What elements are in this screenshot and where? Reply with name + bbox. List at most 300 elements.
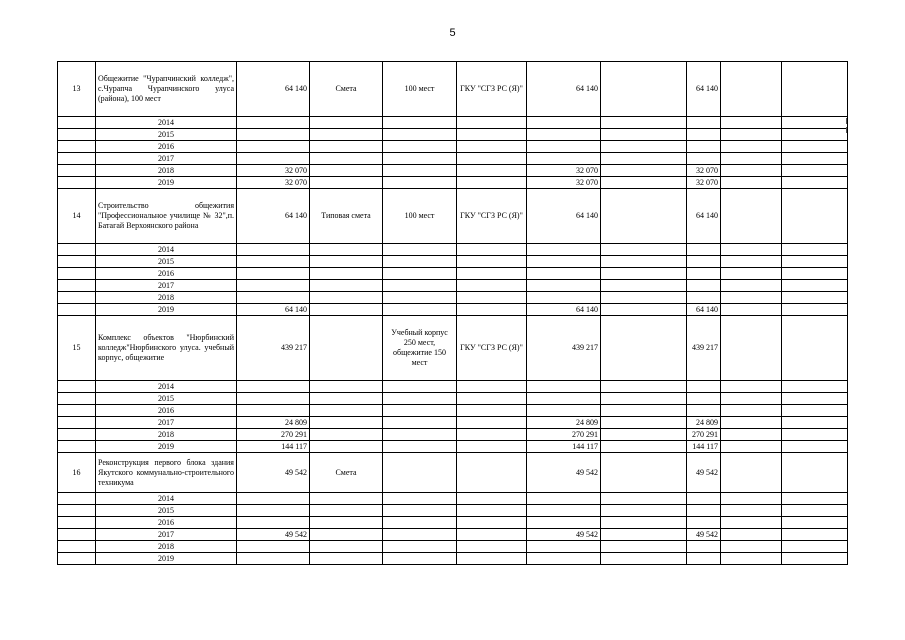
year-value: 32 070 [527,165,601,177]
empty-cell [721,244,782,256]
year-label: 2019 [96,177,237,189]
empty-cell [310,553,383,565]
year-value [687,292,721,304]
year-value [527,244,601,256]
year-row [58,429,848,441]
empty-cell [601,553,687,565]
empty-cell [58,117,96,129]
empty-cell [601,292,687,304]
year-label: 2014 [96,381,237,393]
empty-cell [58,268,96,280]
year-value [237,141,310,153]
empty-cell [310,304,383,316]
empty-cell [721,129,782,141]
empty-cell [782,177,848,189]
year-value [527,553,601,565]
year-value: 24 809 [527,417,601,429]
year-label: 2014 [96,493,237,505]
empty-cell [782,62,848,117]
year-value: 32 070 [527,177,601,189]
empty-cell [310,129,383,141]
empty-cell [601,153,687,165]
year-value [237,381,310,393]
empty-cell [721,417,782,429]
project-name: Общежитие "Чурапчинский колледж", с.Чурапча Чурапчинского улуса (района), 100 мест [96,62,237,117]
empty-cell [383,165,457,177]
empty-cell [457,529,527,541]
year-value [687,153,721,165]
year-label: 2018 [96,429,237,441]
empty-cell [457,405,527,417]
year-label: 2017 [96,417,237,429]
empty-cell [310,505,383,517]
empty-cell [601,493,687,505]
empty-cell [721,393,782,405]
empty-cell [310,405,383,417]
empty-cell [601,304,687,316]
empty-cell [310,292,383,304]
empty-cell [310,381,383,393]
year-value [527,541,601,553]
year-value [687,393,721,405]
year-value [527,493,601,505]
year-row [58,304,848,316]
empty-cell [782,441,848,453]
empty-cell [601,316,687,381]
year-value: 24 809 [237,417,310,429]
empty-cell [721,441,782,453]
empty-cell [721,405,782,417]
empty-cell [721,381,782,393]
year-value [687,493,721,505]
empty-cell [310,429,383,441]
year-value [687,405,721,417]
year-value: 270 291 [687,429,721,441]
empty-cell [721,517,782,529]
empty-cell [601,505,687,517]
project-total-b: 439 217 [687,316,721,381]
empty-cell [383,493,457,505]
year-value [237,153,310,165]
project-total-a: 64 140 [527,62,601,117]
year-value: 144 117 [527,441,601,453]
project-total-a: 49 542 [527,453,601,493]
empty-cell [383,153,457,165]
year-value [527,153,601,165]
project-row [58,62,848,117]
year-row [58,541,848,553]
empty-cell [457,292,527,304]
edge-marks [846,118,848,138]
year-value [237,280,310,292]
empty-cell [721,529,782,541]
empty-cell [601,141,687,153]
empty-cell [58,553,96,565]
empty-cell [721,453,782,493]
year-value: 32 070 [687,165,721,177]
year-value [237,292,310,304]
empty-cell [383,417,457,429]
empty-cell [782,129,848,141]
empty-cell [601,529,687,541]
year-label: 2016 [96,405,237,417]
empty-cell [721,541,782,553]
project-customer [457,453,527,493]
project-row [58,316,848,381]
empty-cell [601,244,687,256]
year-value [527,129,601,141]
year-value: 24 809 [687,417,721,429]
empty-cell [782,541,848,553]
empty-cell [58,292,96,304]
empty-cell [457,129,527,141]
year-row [58,129,848,141]
empty-cell [782,429,848,441]
empty-cell [601,280,687,292]
empty-cell [782,381,848,393]
empty-cell [782,280,848,292]
year-row [58,517,848,529]
year-value: 270 291 [237,429,310,441]
year-row [58,256,848,268]
year-value [237,505,310,517]
project-customer: ГКУ "СГЗ РС (Я)" [457,189,527,244]
empty-cell [782,117,848,129]
year-row [58,117,848,129]
year-value [687,505,721,517]
empty-cell [310,165,383,177]
empty-cell [310,256,383,268]
empty-cell [721,62,782,117]
page-number: 5 [449,27,456,39]
empty-cell [58,141,96,153]
empty-cell [310,177,383,189]
empty-cell [601,441,687,453]
empty-cell [721,165,782,177]
project-name: Реконструкция первого блока здания Якутского коммунально-строительного техникума [96,453,237,493]
empty-cell [457,417,527,429]
empty-cell [601,417,687,429]
project-number: 16 [58,453,96,493]
year-row [58,493,848,505]
empty-cell [457,553,527,565]
project-customer: ГКУ "СГЗ РС (Я)" [457,316,527,381]
empty-cell [383,517,457,529]
empty-cell [601,129,687,141]
year-label: 2018 [96,292,237,304]
empty-cell [310,541,383,553]
empty-cell [721,268,782,280]
project-document: Типовая смета [310,189,383,244]
year-value [687,553,721,565]
project-capacity [383,453,457,493]
project-name: Строительство общежития "Профессиональное училище № 32",п. Батагай Верхоянского района [96,189,237,244]
project-total-b: 64 140 [687,189,721,244]
empty-cell [58,541,96,553]
empty-cell [782,316,848,381]
empty-cell [310,417,383,429]
empty-cell [58,493,96,505]
empty-cell [457,165,527,177]
empty-cell [457,393,527,405]
year-value [237,244,310,256]
empty-cell [721,316,782,381]
empty-cell [310,441,383,453]
empty-cell [383,268,457,280]
year-value [527,381,601,393]
year-label: 2019 [96,304,237,316]
project-cost: 64 140 [237,62,310,117]
year-value [527,292,601,304]
empty-cell [383,393,457,405]
project-capacity: 100 мест [383,62,457,117]
empty-cell [782,493,848,505]
empty-cell [310,117,383,129]
empty-cell [310,280,383,292]
project-cost: 49 542 [237,453,310,493]
empty-cell [721,256,782,268]
year-row [58,244,848,256]
empty-cell [310,517,383,529]
year-label: 2015 [96,393,237,405]
project-cost: 64 140 [237,189,310,244]
year-value [527,517,601,529]
empty-cell [457,493,527,505]
year-value [687,541,721,553]
empty-cell [782,453,848,493]
year-value [527,505,601,517]
year-value [527,393,601,405]
year-value [687,129,721,141]
empty-cell [782,393,848,405]
year-label: 2018 [96,165,237,177]
project-number: 14 [58,189,96,244]
project-document [310,316,383,381]
year-value: 49 542 [687,529,721,541]
empty-cell [383,441,457,453]
empty-cell [58,417,96,429]
year-row [58,553,848,565]
project-total-b: 49 542 [687,453,721,493]
empty-cell [310,493,383,505]
empty-cell [601,189,687,244]
empty-cell [782,292,848,304]
empty-cell [721,153,782,165]
empty-cell [721,189,782,244]
empty-cell [58,165,96,177]
empty-cell [58,153,96,165]
empty-cell [601,177,687,189]
empty-cell [601,429,687,441]
year-label: 2018 [96,541,237,553]
year-value: 32 070 [687,177,721,189]
project-total-a: 439 217 [527,316,601,381]
year-value [687,381,721,393]
year-row [58,505,848,517]
year-label: 2015 [96,256,237,268]
empty-cell [58,256,96,268]
empty-cell [601,62,687,117]
empty-cell [721,553,782,565]
project-capacity: 100 мест [383,189,457,244]
year-label: 2019 [96,553,237,565]
year-value [687,256,721,268]
empty-cell [601,117,687,129]
empty-cell [721,141,782,153]
year-value [687,268,721,280]
year-value [527,141,601,153]
year-value [237,541,310,553]
empty-cell [383,304,457,316]
year-value: 49 542 [527,529,601,541]
year-value [687,117,721,129]
year-label: 2017 [96,153,237,165]
empty-cell [601,517,687,529]
empty-cell [383,256,457,268]
year-value [527,256,601,268]
empty-cell [457,153,527,165]
year-value: 64 140 [237,304,310,316]
empty-cell [457,541,527,553]
year-value [237,256,310,268]
empty-cell [782,165,848,177]
empty-cell [383,280,457,292]
year-value [527,117,601,129]
year-value [237,117,310,129]
empty-cell [721,505,782,517]
empty-cell [58,441,96,453]
year-label: 2014 [96,117,237,129]
empty-cell [457,381,527,393]
empty-cell [601,453,687,493]
empty-cell [782,244,848,256]
project-document: Смета [310,62,383,117]
year-row [58,417,848,429]
empty-cell [58,429,96,441]
empty-cell [457,141,527,153]
empty-cell [383,381,457,393]
year-value [687,280,721,292]
empty-cell [601,268,687,280]
empty-cell [457,268,527,280]
empty-cell [721,493,782,505]
empty-cell [601,256,687,268]
year-value: 64 140 [687,304,721,316]
empty-cell [383,541,457,553]
empty-cell [782,304,848,316]
project-document: Смета [310,453,383,493]
project-total-a: 64 140 [527,189,601,244]
project-customer: ГКУ "СГЗ РС (Я)" [457,62,527,117]
year-value [237,405,310,417]
empty-cell [721,304,782,316]
project-capacity: Учебный корпус 250 мест, общежитие 150 мест [383,316,457,381]
empty-cell [58,304,96,316]
year-value [237,553,310,565]
empty-cell [310,393,383,405]
year-label: 2016 [96,141,237,153]
empty-cell [310,244,383,256]
year-value [687,244,721,256]
year-value [527,405,601,417]
empty-cell [457,441,527,453]
empty-cell [383,177,457,189]
year-row [58,141,848,153]
empty-cell [383,129,457,141]
empty-cell [457,177,527,189]
year-label: 2016 [96,268,237,280]
year-value: 49 542 [237,529,310,541]
empty-cell [457,244,527,256]
year-value: 32 070 [237,165,310,177]
empty-cell [383,553,457,565]
empty-cell [457,429,527,441]
project-number: 15 [58,316,96,381]
project-row [58,189,848,244]
year-label: 2014 [96,244,237,256]
empty-cell [457,280,527,292]
project-cost: 439 217 [237,316,310,381]
empty-cell [58,280,96,292]
empty-cell [58,393,96,405]
year-value: 64 140 [527,304,601,316]
empty-cell [310,268,383,280]
empty-cell [782,517,848,529]
empty-cell [601,405,687,417]
empty-cell [782,153,848,165]
empty-cell [457,256,527,268]
empty-cell [782,505,848,517]
year-label: 2015 [96,505,237,517]
empty-cell [383,244,457,256]
empty-cell [721,280,782,292]
empty-cell [782,405,848,417]
year-value: 32 070 [237,177,310,189]
empty-cell [457,304,527,316]
empty-cell [383,117,457,129]
year-value [237,393,310,405]
year-value: 144 117 [237,441,310,453]
year-value [237,493,310,505]
empty-cell [782,141,848,153]
year-row [58,441,848,453]
project-name: Комплекс объектов "Нюрбинский колледж"Нюрбинского улуса. учебный корпус, общежитие [96,316,237,381]
empty-cell [310,529,383,541]
year-row [58,381,848,393]
year-value [237,129,310,141]
year-row [58,280,848,292]
project-row [58,453,848,493]
year-value [527,280,601,292]
year-value [237,517,310,529]
empty-cell [383,529,457,541]
year-label: 2015 [96,129,237,141]
empty-cell [58,381,96,393]
year-value [237,268,310,280]
year-value: 144 117 [687,441,721,453]
empty-cell [58,177,96,189]
year-row [58,393,848,405]
empty-cell [310,153,383,165]
year-row [58,177,848,189]
investment-projects-table [57,61,848,565]
empty-cell [58,529,96,541]
empty-cell [457,517,527,529]
year-row [58,268,848,280]
empty-cell [721,117,782,129]
year-label: 2016 [96,517,237,529]
empty-cell [721,292,782,304]
